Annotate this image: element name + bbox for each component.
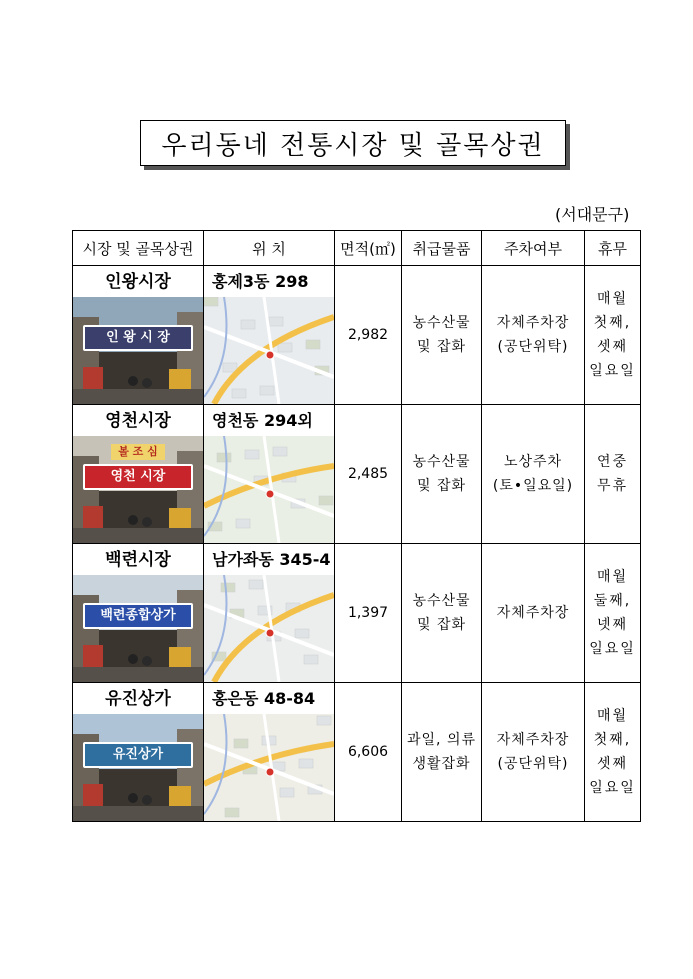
market-address: 홍은동 48-84	[212, 688, 316, 708]
market-name: 인왕시장	[105, 271, 171, 292]
goods-line-1: 농수산물	[412, 593, 471, 609]
closed-line-3: 넷째	[596, 617, 629, 633]
page-title: 우리동네 전통시장 및 골목상권	[140, 120, 566, 166]
goods-cell	[402, 544, 482, 683]
closed-line-2: 무휴	[596, 478, 629, 494]
market-photo	[73, 436, 203, 543]
parking-cell	[482, 544, 585, 683]
header-goods: 취급물품	[402, 231, 482, 266]
market-name: 백련시장	[105, 549, 171, 570]
street-map-art	[204, 297, 334, 404]
signboard-top-text: 볼 조 심	[111, 444, 165, 460]
parking-line-1: 자체주차장	[496, 732, 570, 748]
goods-line-2: 생활잡화	[412, 756, 471, 772]
market-address: 영천동 294외	[212, 410, 313, 430]
parking-line-1: 자체주차장	[496, 315, 570, 331]
location-cell	[204, 544, 335, 683]
table-row	[73, 266, 641, 405]
closed-line-1: 매월	[596, 708, 629, 724]
goods-line-2: 및 잡화	[416, 339, 467, 355]
market-cell	[73, 544, 204, 683]
goods-line-2: 및 잡화	[416, 617, 467, 633]
street-map-art	[204, 436, 334, 543]
closed-line-3: 셋째	[596, 339, 629, 355]
location-cell	[204, 683, 335, 822]
area-cell	[335, 544, 402, 683]
market-signboard: 인 왕 시 장	[83, 325, 193, 351]
closed-line-2: 첫째,	[593, 732, 632, 748]
closed-line-1: 매월	[596, 569, 629, 585]
market-cell	[73, 683, 204, 822]
market-name: 영천시장	[105, 410, 171, 431]
goods-cell	[402, 683, 482, 822]
goods-line-1: 농수산물	[412, 454, 471, 470]
table-row	[73, 544, 641, 683]
area-cell	[335, 266, 402, 405]
market-cell	[73, 266, 204, 405]
closed-line-4: 일요일	[589, 780, 636, 796]
parking-cell	[482, 405, 585, 544]
closed-line-4: 일요일	[589, 641, 636, 657]
table-row	[73, 405, 641, 544]
market-cell	[73, 405, 204, 544]
header-area: 면적(㎡)	[335, 231, 402, 266]
parking-line-2: (토•일요일)	[492, 478, 574, 494]
table-row	[73, 683, 641, 822]
market-signboard: 유진상가	[83, 742, 193, 768]
location-cell	[204, 405, 335, 544]
market-table	[72, 230, 641, 822]
goods-line-2: 및 잡화	[416, 478, 467, 494]
area-cell	[335, 405, 402, 544]
area-value: 1,397	[347, 605, 389, 621]
closed-line-1: 매월	[596, 291, 629, 307]
area-value: 2,982	[347, 327, 389, 343]
parking-cell	[482, 683, 585, 822]
market-address: 홍제3동 298	[212, 271, 309, 291]
closed-line-1: 연중	[596, 454, 629, 470]
parking-line-2: (공단위탁)	[497, 756, 569, 772]
parking-line-1: 노상주차	[503, 454, 563, 470]
header-parking: 주차여부	[482, 231, 585, 266]
location-map	[204, 575, 334, 682]
market-signboard: 백련종합상가	[83, 603, 193, 629]
closed-line-3: 셋째	[596, 756, 629, 772]
goods-cell	[402, 266, 482, 405]
goods-line-1: 과일, 의류	[407, 732, 476, 748]
location-map	[204, 297, 334, 404]
market-signboard: 영천 시장	[83, 464, 193, 490]
district-label: (서대문구)	[555, 205, 630, 224]
header-closed: 휴무	[585, 231, 641, 266]
closed-cell	[585, 266, 641, 405]
market-photo	[73, 297, 203, 404]
parking-line-1: 자체주차장	[496, 605, 570, 621]
closed-cell	[585, 405, 641, 544]
market-name: 유진상가	[105, 688, 171, 709]
parking-cell	[482, 266, 585, 405]
table-header-row	[73, 231, 641, 266]
parking-line-2: (공단위탁)	[497, 339, 569, 355]
goods-line-1: 농수산물	[412, 315, 471, 331]
closed-line-4: 일요일	[589, 363, 636, 379]
location-cell	[204, 266, 335, 405]
goods-cell	[402, 405, 482, 544]
closed-line-2: 첫째,	[593, 315, 632, 331]
header-location: 위 치	[204, 231, 335, 266]
header-market: 시장 및 골목상권	[73, 231, 204, 266]
street-map-art	[204, 714, 334, 821]
closed-cell	[585, 683, 641, 822]
market-photo	[73, 575, 203, 682]
area-value: 2,485	[347, 466, 389, 482]
location-map	[204, 436, 334, 543]
market-address: 남가좌동 345-4	[212, 549, 331, 569]
closed-line-2: 둘째,	[593, 593, 632, 609]
area-cell	[335, 683, 402, 822]
area-value: 6,606	[347, 744, 389, 760]
location-map	[204, 714, 334, 821]
closed-cell	[585, 544, 641, 683]
market-photo	[73, 714, 203, 821]
street-map-art	[204, 575, 334, 682]
